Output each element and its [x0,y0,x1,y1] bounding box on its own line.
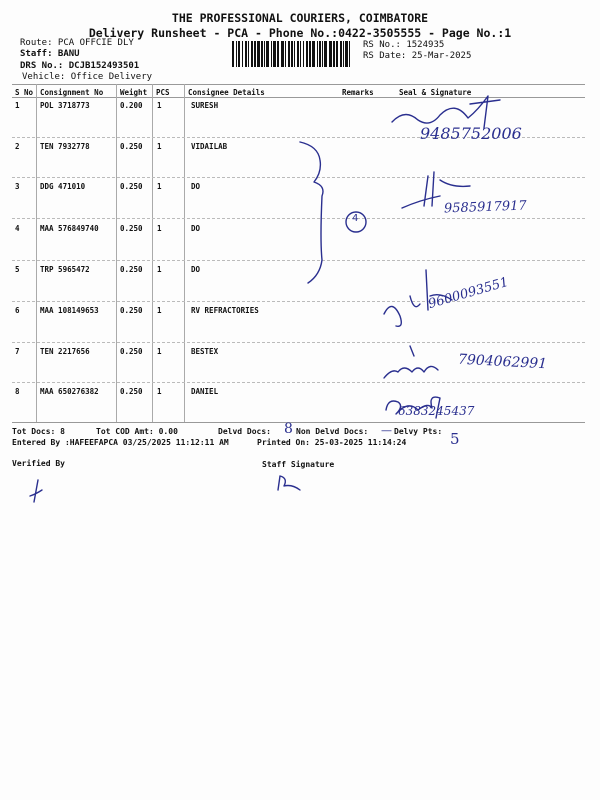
row-3-sno: 3 [15,182,20,191]
row-6-sno: 6 [15,306,20,315]
row-2-consignee: VIDAILAB [191,142,228,151]
total-docs: Tot Docs: 8 [12,427,65,436]
row-8-pcs: 1 [157,387,162,396]
row-2-weight: 0.250 [120,142,143,151]
row-7-consignee: BESTEX [191,347,219,356]
row-3-consignee: DO [191,182,201,191]
entered-by: Entered By :HAFEEFAPCA 03/25/2025 11:12:11 AM [12,438,229,447]
circled-count: 4 [352,213,359,224]
delivery-points-label: Delvy Pts: [394,427,443,436]
runsheet-subtitle: Delivery Runsheet - PCA - Phone No.:0422-3505555 - Page No.:1 [88,26,512,40]
row-6-consignee: RV REFRACTORIES [191,306,259,315]
row-4-weight: 0.250 [120,224,143,233]
row-7-pcs: 1 [157,347,162,356]
row-7-sno: 7 [15,347,20,356]
company-title: THE PROFESSIONAL COURIERS, COIMBATORE [171,11,429,25]
row-2-consignment: TEN 7932778 [40,142,90,151]
total-cod: Tot COD Amt: 0.00 [96,427,178,436]
row-4-consignment: MAA 576849740 [40,224,99,233]
row-8-consignee: DANIEL [191,387,219,396]
drs-number: DRS No.: DCJB152493501 [20,61,140,71]
handwritten-phone: 6383245437 [398,404,475,418]
route-text: Route: PCA OFFCIE DLY [20,38,134,48]
row-7-weight: 0.250 [120,347,143,356]
row-7-consignment: TEN 2217656 [40,347,90,356]
col-pcs: PCS [156,88,170,97]
row-1-consignment: POL 3718773 [40,101,90,110]
verified-by-label: Verified By [12,459,65,468]
row-8-sno: 8 [15,387,20,396]
row-1-pcs: 1 [157,101,162,110]
row-8-weight: 0.250 [120,387,143,396]
col-sno: S No [15,88,34,97]
rs-date: RS Date: 25-Mar-2025 [363,51,472,61]
row-3-consignment: DDG 471010 [40,182,86,191]
handwritten-phone: 9485752006 [420,124,522,143]
row-8-consignment: MAA 650276382 [40,387,99,396]
non-delivered-label: Non Delvd Docs: [296,427,369,436]
row-5-consignee: DO [191,265,201,274]
row-1-weight: 0.200 [120,101,143,110]
row-6-pcs: 1 [157,306,162,315]
handwritten-phone: 9600093551 [426,274,511,313]
row-5-sno: 5 [15,265,20,274]
row-4-consignee: DO [191,224,201,233]
row-4-pcs: 1 [157,224,162,233]
col-consignee: Consignee Details [188,88,265,97]
row-4-sno: 4 [15,224,20,233]
col-seal-signature: Seal & Signature [399,88,472,97]
row-6-consignment: MAA 108149653 [40,306,99,315]
row-5-consignment: TRP 5965472 [40,265,90,274]
handwritten-phone: 7904062991 [457,351,548,373]
col-weight: Weight [120,88,148,97]
delivered-docs-label: Delvd Docs: [218,427,271,436]
row-1-consignee: SURESH [191,101,219,110]
handwritten-phone: 9585917917 [443,198,527,217]
col-consignment: Consignment No [40,88,104,97]
row-6-weight: 0.250 [120,306,143,315]
staff-signature-label: Staff Signature [262,460,335,469]
rs-number: RS No.: 1524935 [363,40,445,50]
col-remarks: Remarks [342,88,374,97]
row-3-pcs: 1 [157,182,162,191]
row-2-sno: 2 [15,142,20,151]
printed-on: Printed On: 25-03-2025 11:14:24 [257,438,407,447]
delivered-count: 8 [284,421,293,437]
row-1-sno: 1 [15,101,20,110]
row-3-weight: 0.250 [120,182,143,191]
non-delivered-count: — [381,424,392,437]
vehicle-text: Vehicle: Office Delivery [22,72,153,82]
row-5-weight: 0.250 [120,265,143,274]
row-5-pcs: 1 [157,265,162,274]
row-2-pcs: 1 [157,142,162,151]
staff-text: Staff: BANU [20,49,80,59]
delivery-points-count: 5 [450,430,460,448]
